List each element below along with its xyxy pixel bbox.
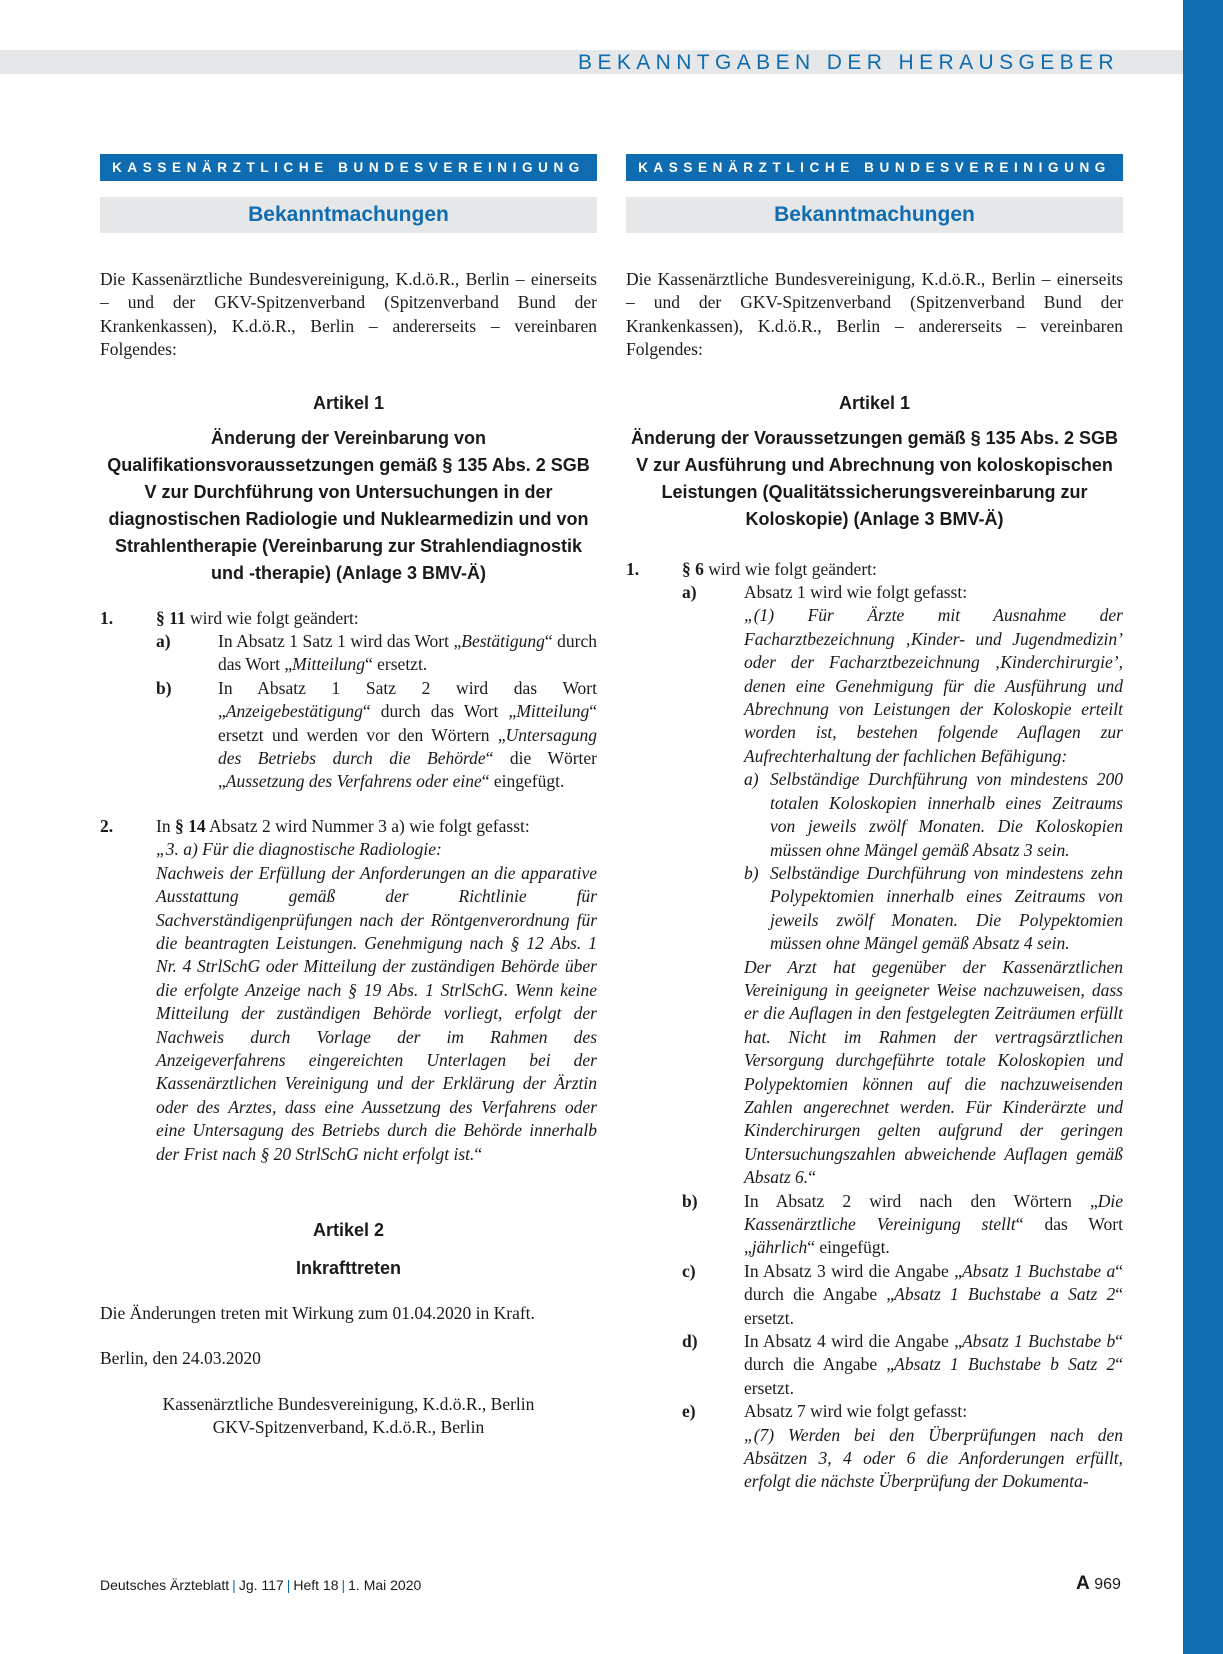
journal-name: Deutsches Ärzteblatt: [100, 1577, 230, 1593]
article-1-heading: Artikel 1: [312, 392, 385, 413]
quoted-amendment: „(1) Für Ärzte mit Ausnahme der Facharztbezeichnung ‚Kinder- und Jugendmedizin’ oder der Facharztbezeichnung ‚Kinderchirurgie’, denen eine Genehmigung für die Ausführung und Abrechnung von Leistungen der Koloskopie erteilt worden ist, bestehen folgende Auflagen zur Aufrechterhaltung der fachlichen Befähigung:: [744, 605, 1123, 766]
side-color-bar: [1183, 0, 1223, 1654]
signatory-gkv: GKV-Spitzenverband, K.d.ö.R., Berlin: [212, 1417, 485, 1438]
intro-paragraph: Die Kassenärztliche Bundesvereinigung, K.d.ö.R., Berlin – einerseits – und der GKV-Spitzenverband (Spitzenverband Bund der Krankenkassen), K.d.ö.R., Berlin – andererseits – vereinbaren Folgendes:: [626, 269, 1123, 360]
org-banner: KASSENÄRZTLICHE BUNDESVEREINIGUNG: [100, 154, 597, 181]
list-item: c) In Absatz 3 wird die Angabe „Absatz 1 Buchstabe a“ durch die Angabe „Absatz 1 Buchstabe a Satz 2“ ersetzt.: [682, 1260, 1124, 1328]
announcement-title: Bekanntmachungen: [626, 197, 1123, 233]
page-number: A 969: [1076, 1573, 1121, 1594]
list-item: b) In Absatz 2 wird nach den Wörtern „Die Kassenärztliche Vereinigung stellt“ das Wort „jährlich“ eingefügt.: [682, 1190, 1123, 1258]
announcement-title: Bekanntmachungen: [100, 197, 597, 233]
left-column: [100, 154, 597, 1440]
list-item: a) Selbständige Durchführung von mindestens 200 totalen Koloskopien innerhalb eines Zeitraums von jeweils zwölf Monaten. Die Koloskopien müssen ohne Mängel gemäß Absatz 3 sein.: [744, 769, 1123, 860]
effective-date-text: Die Änderungen treten mit Wirkung zum 01.04.2020 in Kraft.: [100, 1302, 535, 1323]
list-item: e) Absatz 7 wird wie folgt gefasst: „(7) Werden bei den Überprüfungen nach den Absätzen 3, 4 oder 6 die Anforderungen erfüllt, erfolgt die nächste Überprüfung der Dokumenta-: [682, 1401, 1123, 1492]
list-item: d) In Absatz 4 wird die Angabe „Absatz 1 Buchstabe b“ durch die Angabe „Absatz 1 Buchstabe b Satz 2“ ersetzt.: [682, 1331, 1124, 1398]
place-date: Berlin, den 24.03.2020: [100, 1348, 261, 1369]
list-item: a) In Absatz 1 Satz 1 wird das Wort „Bestätigung“ durch das Wort „Mitteilung“ ersetzt.: [156, 631, 597, 675]
quoted-amendment: „(7) Werden bei den Überprüfungen nach den Absätzen 3, 4 oder 6 die Anforderungen erfüllt, erfolgt die nächste Überprüfung der Dokumenta-: [744, 1424, 1123, 1492]
right-column: [626, 154, 1123, 1494]
journal-issue: Heft 18: [293, 1577, 339, 1593]
journal-volume: Jg. 117: [238, 1577, 284, 1593]
list-item: 2. In § 14 Absatz 2 wird Nummer 3 a) wie folgt gefasst: „3. a) Für die diagnostische Radiologie: Nachweis der Erfüllung der Anforderungen an die apparative Ausstattung gemäß der Richtlinie für Sachverständigenprüfungen nach der Röntgenverordnung für die beantragten Leistungen. Genehmigung nach § 12 Abs. 1 Nr. 4 StrlSchG oder Mitteilung der zuständigen Behörde über die erfolgte Anzeige nach § 19 Abs. 1 StrlSchG. Wenn keine Mitteilung der zuständigen Behörde vorliegt, erfolgt der Nachweis durch Vorlage der im Rahmen des Anzeigeverfahrens eingereichten Unterlagen bei der Kassenärztlichen Vereinigung und der Erklärung der Ärztin oder des Arztes, dass eine Aussetzung des Verfahrens oder eine Untersagung des Betriebs durch die Behörde innerhalb der Frist nach § 20 StrlSchG nicht erfolgt ist.“: [100, 815, 597, 1164]
article-1-title: Änderung der Vereinbarung von Qualifikationsvoraussetzungen gemäß § 135 Abs. 2 SGB V zur Durchführung von Untersuchungen in der diagnostischen Radiologie und Nuklearmedizin und von Strahlentherapie (Vereinbarung zur Strahlendiagnostik und -therapie) (Anlage 3 BMV-Ä): [107, 427, 590, 583]
footer-citation: Deutsches Ärzteblatt | Jg. 117 | Heft 18 | 1. Mai 2020: [100, 1577, 422, 1593]
signatory-kbv: Kassenärztliche Bundesvereinigung, K.d.ö.R., Berlin: [162, 1393, 535, 1414]
issue-date: 1. Mai 2020: [348, 1577, 422, 1593]
quoted-amendment: „3. a) Für die diagnostische Radiologie:: [156, 839, 442, 860]
article-1-title: Änderung der Voraussetzungen gemäß § 135 Abs. 2 SGB V zur Ausführung und Abrechnung von koloskopischen Leistungen (Qualitätssicherungsvereinbarung zur Koloskopie) (Anlage 3 BMV-Ä): [630, 427, 1119, 529]
article-2-title: Inkrafttreten: [295, 1257, 402, 1278]
section-header: BEKANNTGABEN DER HERAUSGEBER: [578, 51, 1119, 74]
list-item: 1. § 6 wird wie folgt geändert:: [626, 558, 877, 579]
list-item: b) In Absatz 1 Satz 2 wird das Wort „Anzeigebestätigung“ durch das Wort „Mitteilung“ ersetzt und werden vor den Wörtern „Untersagung des Betriebs durch die Behörde“ die Wörter „Aussetzung des Verfahrens oder eine“ eingefügt.: [156, 677, 597, 792]
intro-paragraph: Die Kassenärztliche Bundesvereinigung, K.d.ö.R., Berlin – einerseits – und der GKV-Spitzenverband (Spitzenverband Bund der Krankenkassen), K.d.ö.R., Berlin – andererseits – vereinbaren Folgendes:: [100, 269, 597, 360]
list-item: a) Absatz 1 wird wie folgt gefasst: „(1) Für Ärzte mit Ausnahme der Facharztbezeichnung ‚Kinder- und Jugendmedizin’ oder der Facharztbezeichnung ‚Kinderchirurgie’, denen eine Genehmigung für die Ausführung und Abrechnung von Leistungen der Koloskopie erteilt worden ist, bestehen folgende Auflagen zur Aufrechterhaltung der fachlichen Befähigung: a) Selbständige Durchführung von mindestens 200 totalen Koloskopien innerhalb eines Zeitraums von jeweils zwölf Monaten. Die Koloskopien müssen ohne Mängel gemäß Absatz 3 sein. b) Selbständige Durchführung von mindestens zehn Polypektomien innerhalb eines Zeitraums von jeweils zwölf Monaten. Die Polypektomien müssen ohne Mängel gemäß Absatz 4 sein. Der Arzt hat gegenüber der Kassenärztlichen Vereinigung in geeigneter Weise nachzuweisen, dass er die Auflagen in den festgelegten Zeiträumen erfüllt hat. Nicht im Rahmen der vertragsärztlichen Versorgung durchgeführte totale Koloskopien und Polypektomien können auf die nachzuweisenden Zahlen angerechnet werden. Für Kinderärzte und Kinderchirurgen gelten aufgrund der geringen Untersuchungszahlen abweichende Auflagen gemäß Absatz 6.“: [682, 582, 1123, 1188]
list-item: b) Selbständige Durchführung von mindestens zehn Polypektomien innerhalb eines Zeitraums von jeweils zwölf Monaten. Die Polypektomien müssen ohne Mängel gemäß Absatz 4 sein.: [744, 862, 1123, 954]
org-banner: KASSENÄRZTLICHE BUNDESVEREINIGUNG: [626, 154, 1123, 181]
article-1-heading: Artikel 1: [838, 392, 911, 413]
list-item: 1. § 11 wird wie folgt geändert:: [100, 607, 359, 628]
article-2-heading: Artikel 2: [312, 1219, 385, 1240]
